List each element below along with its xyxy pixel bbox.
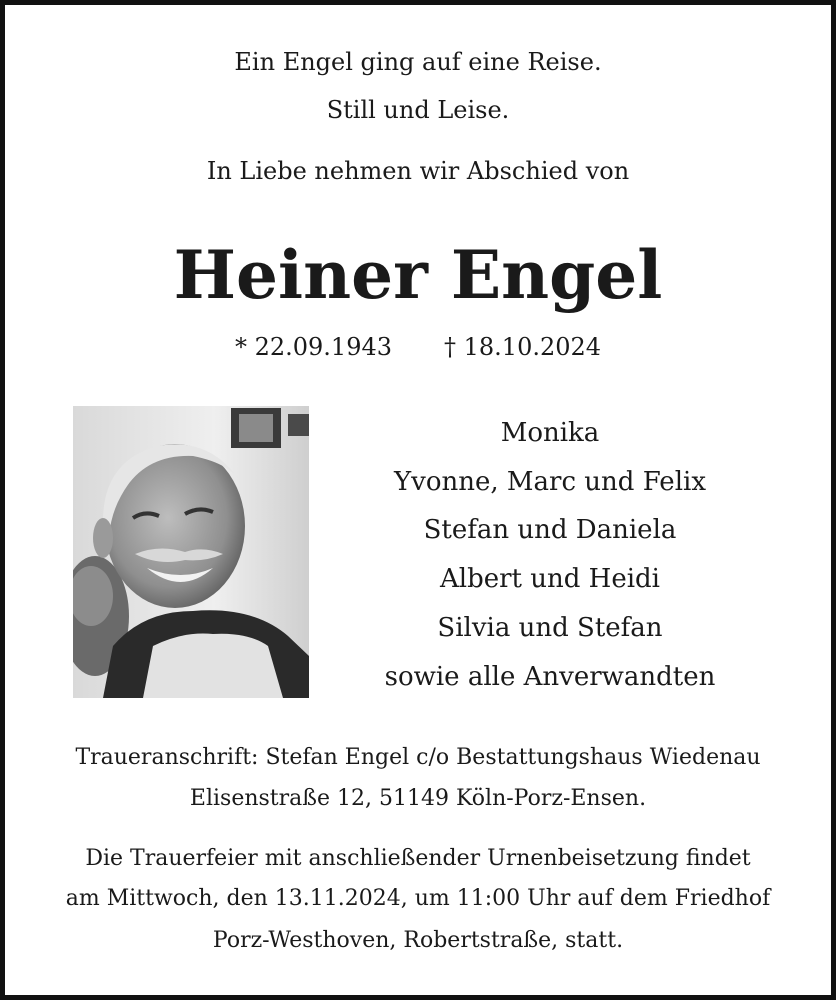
life-dates [0, 333, 836, 361]
intro-line-2: Still und Leise. [326, 96, 510, 124]
mourner-6: sowie alle Anverwandten [384, 662, 716, 692]
portrait-photo [73, 406, 309, 698]
mourner-3: Stefan und Daniela [423, 515, 677, 545]
mourner-4: Albert und Heidi [440, 564, 660, 594]
address-line-1: Traueranschrift: Stefan Engel c/o Bestattungshaus Wiedenau [75, 745, 761, 770]
mourner-2: Yvonne, Marc und Felix [394, 467, 706, 497]
mourner-1: Monika [500, 418, 600, 448]
death-date: † 18.10.2024 [444, 333, 602, 361]
ceremony-line-2: am Mittwoch, den 13.11.2024, um 11:00 Uhr auf dem Friedhof [65, 886, 771, 911]
intro-line-3: In Liebe nehmen wir Abschied von [206, 157, 630, 185]
address-line-2: Elisenstraße 12, 51149 Köln-Porz-Ensen. [189, 786, 647, 811]
intro-line-1: Ein Engel ging auf eine Reise. [234, 48, 602, 76]
ceremony-line-1: Die Trauerfeier mit anschließender Urnenbeisetzung findet [85, 846, 751, 871]
birth-date: * 22.09.1943 [234, 333, 392, 361]
mourner-5: Silvia und Stefan [437, 613, 663, 643]
ceremony-line-3: Porz-Westhoven, Robertstraße, statt. [212, 928, 624, 953]
deceased-name: Heiner Engel [173, 236, 663, 314]
